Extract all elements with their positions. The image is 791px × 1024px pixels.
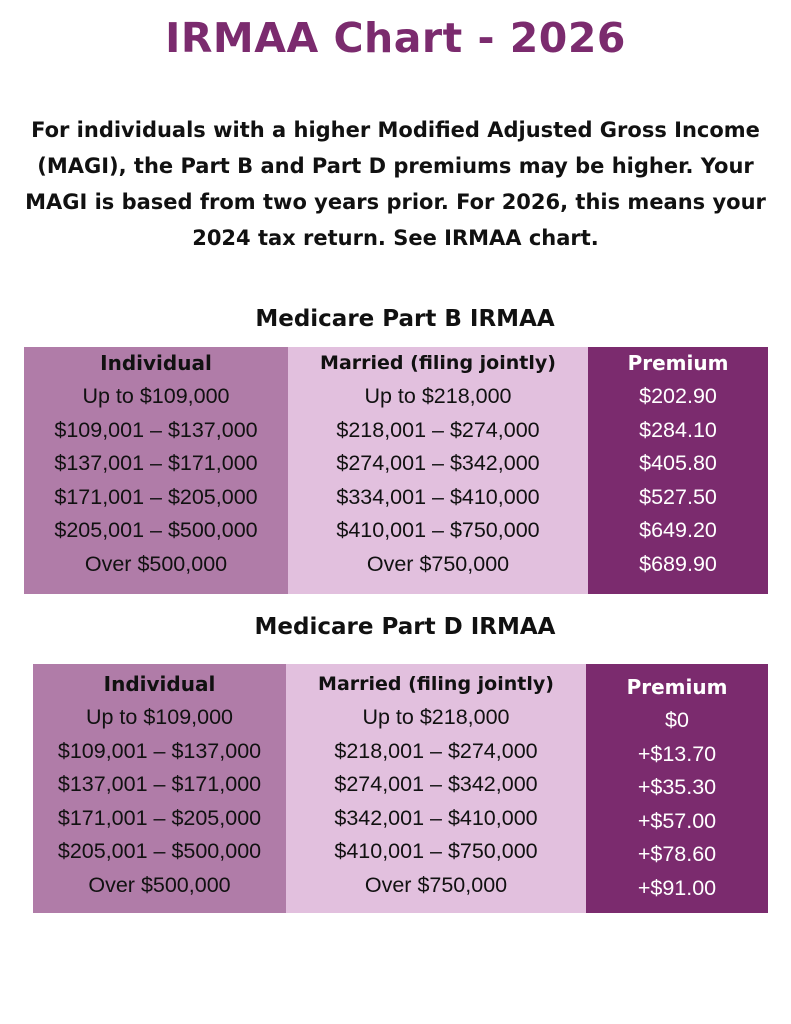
table-cell: $109,001 – $137,000: [54, 417, 258, 442]
table-cell: Up to $218,000: [362, 705, 510, 729]
column-header: Premium: [627, 351, 729, 375]
table-cell: Up to $109,000: [82, 384, 230, 408]
table-cell: $205,001 – $500,000: [57, 839, 262, 864]
column-header: Married (filing jointly): [318, 673, 554, 695]
table-cell: $218,001 – $274,000: [334, 738, 538, 763]
table-cell: Up to $218,000: [364, 384, 512, 408]
table-cell: +$57.00: [637, 808, 717, 833]
table-cell: $410,001 – $750,000: [336, 518, 540, 543]
table-cell: +$13.70: [637, 741, 717, 766]
table-cell: $405.80: [639, 451, 717, 476]
table-cell: $137,001 – $171,000: [54, 451, 258, 476]
table-cell: $410,001 – $750,000: [334, 839, 538, 864]
table-cell: +$91.00: [637, 875, 717, 900]
table-cell: $171,001 – $205,000: [54, 484, 258, 509]
table-cell: $689.90: [639, 551, 717, 576]
table-cell: $205,001 – $500,000: [54, 518, 258, 543]
page-title: IRMAA Chart - 2026: [165, 14, 626, 62]
table-cell: $137,001 – $171,000: [57, 772, 262, 797]
table-cell: $0: [665, 708, 689, 732]
table-cell: Over $500,000: [84, 551, 228, 576]
part-d-title: Medicare Part D IRMAA: [254, 614, 556, 640]
table-cell: $527.50: [639, 484, 717, 509]
table-cell: $342,001 – $410,000: [334, 805, 538, 830]
column-header: Individual: [100, 351, 212, 375]
part-b-married-column: [288, 347, 588, 594]
table-cell: +$78.60: [637, 842, 717, 867]
part-b-title: Medicare Part B IRMAA: [255, 306, 555, 332]
table-cell: +$35.30: [637, 775, 717, 800]
table-cell: $218,001 – $274,000: [336, 417, 540, 442]
part-d-married-column: [286, 664, 586, 913]
table-cell: $274,001 – $342,000: [336, 451, 540, 476]
table-cell: $202.90: [639, 384, 717, 408]
column-header: Individual: [103, 672, 216, 696]
part-b-table: [24, 347, 768, 594]
table-cell: Over $750,000: [364, 872, 508, 897]
table-cell: $334,001 – $410,000: [336, 484, 540, 509]
part-d-premium-column: [586, 664, 768, 913]
part-d-table: [33, 664, 768, 913]
table-cell: $109,001 – $137,000: [57, 738, 262, 763]
table-cell: $649.20: [639, 518, 717, 543]
part-b-individual-column: [24, 347, 288, 594]
table-cell: Over $750,000: [366, 551, 510, 576]
part-b-premium-column: [588, 347, 768, 594]
table-cell: $171,001 – $205,000: [57, 805, 262, 830]
part-d-individual-column: [33, 664, 286, 913]
column-header: Premium: [626, 675, 728, 699]
intro-paragraph: For individuals with a higher Modified Adjusted Gross Income (MAGI), the Part B and Part D premiums may be higher. Your MAGI is based from two years prior. For 2026, this means your 2024 tax return. See IRMAA chart.: [25, 118, 766, 250]
table-cell: Up to $109,000: [85, 705, 234, 729]
table-cell: $284.10: [639, 417, 717, 442]
table-cell: Over $500,000: [88, 872, 231, 897]
table-cell: $274,001 – $342,000: [334, 772, 538, 797]
column-header: Married (filing jointly): [320, 352, 556, 374]
